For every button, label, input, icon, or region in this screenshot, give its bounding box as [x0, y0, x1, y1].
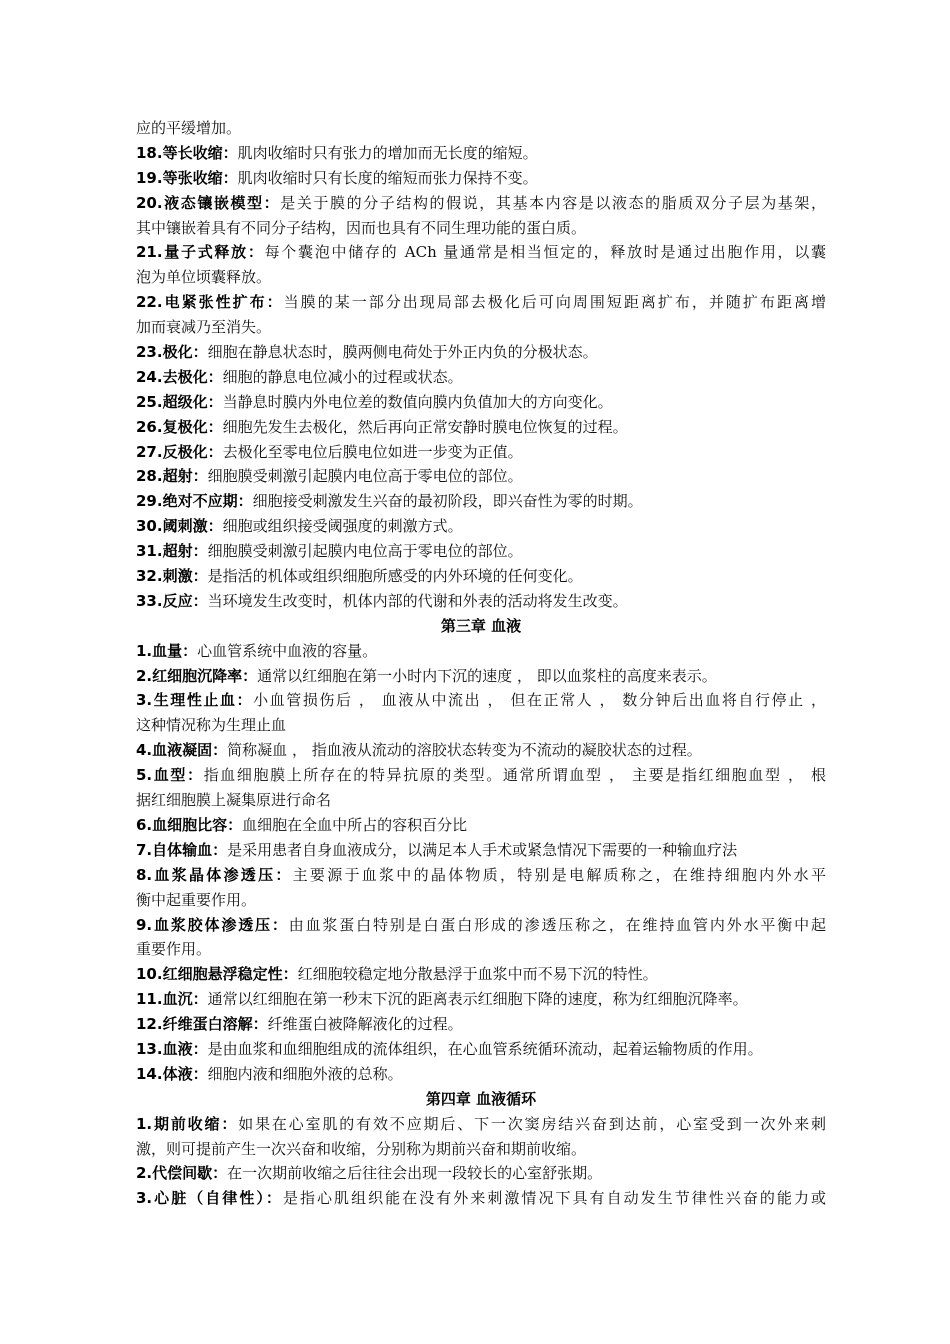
entry-term-text: 红细胞沉降率 [152, 666, 243, 685]
entry-term-text: 期前收缩 [152, 1114, 222, 1133]
entry-definition: 去极化至零电位后膜电位如进一步变为正值。 [222, 442, 523, 461]
entry-definition: 当环境发生改变时，机体内部的代谢和外表的活动将发生改变。 [207, 591, 628, 610]
entry-separator: ： [192, 343, 208, 362]
entry-term [136, 243, 265, 261]
entry-term-text: 极化 [162, 343, 193, 362]
definition-entry [136, 415, 826, 440]
entry-separator: ： [227, 815, 243, 834]
entry-number: 23. [136, 343, 163, 362]
entry-definition: 细胞接受刺激发生兴奋的最初阶段，即兴奋性为零的时期。 [252, 492, 643, 511]
entry-term [136, 766, 204, 784]
entry-number: 31. [136, 542, 163, 561]
entry-term-text: 量子式释放 [162, 243, 248, 262]
entry-term [136, 841, 227, 859]
definition-entry [136, 1037, 826, 1062]
entry-term [136, 592, 208, 610]
definition-entry [136, 290, 826, 315]
definition-entry [136, 191, 826, 216]
entry-term-text: 血浆胶体渗透压 [152, 915, 272, 934]
entry-definition: 小血管损伤后 ， 血液从中流出 ， 但在正常人 ， 数分钟后出血将自行停止 ， [253, 691, 826, 710]
entry-separator: ： [192, 1064, 208, 1083]
entry-term [136, 517, 223, 535]
entry-term-text: 反应 [162, 591, 193, 610]
entry-term [136, 169, 238, 187]
entry-number: 18. [136, 143, 163, 162]
definition-entry [136, 1186, 826, 1211]
continuation-line: 激，则可提前产生一次兴奋和收缩，分别称为期前兴奋和期前收缩。 [136, 1139, 587, 1158]
entry-separator: ： [222, 168, 238, 187]
entry-definition: 是指活的机体或组织细胞所感受的内外环境的任何变化。 [207, 567, 583, 586]
entry-separator: ： [237, 492, 253, 511]
definition-entry [136, 240, 826, 265]
definition-entry [136, 589, 826, 614]
entry-term [136, 418, 223, 436]
definition-entry [136, 489, 826, 514]
entry-term [136, 1065, 208, 1083]
entry-term [136, 343, 208, 361]
entry-term-text: 超射 [162, 542, 193, 561]
definition-entry [136, 813, 826, 838]
definition-entry [136, 962, 826, 987]
continuation-line: 衡中起重要作用。 [136, 890, 257, 909]
entry-number: 28. [136, 467, 163, 486]
entry-term [136, 1040, 208, 1058]
definition-entry [136, 1161, 826, 1186]
entry-term [136, 443, 223, 461]
definition-entry [136, 664, 826, 689]
entry-number: 29. [136, 492, 163, 511]
entry-separator: ： [212, 1164, 228, 1183]
definition-entry [136, 913, 826, 938]
definition-entry [136, 514, 826, 539]
entry-term-text: 超射 [162, 467, 193, 486]
entry-number: 30. [136, 517, 163, 536]
entry-number: 12. [136, 1015, 163, 1034]
entry-term [136, 1189, 283, 1207]
definition-entry [136, 987, 826, 1012]
entry-definition: 指血细胞膜上所存在的特异抗原的类型。通常所谓血型 ， 主要是指红细胞血型 ， 根 [203, 766, 826, 785]
entry-definition: 肌肉收缩时只有张力的增加而无长度的缩短。 [237, 143, 538, 162]
entry-term [136, 642, 197, 660]
entry-term-text: 红细胞悬浮稳定性 [162, 965, 283, 984]
entry-separator: ： [242, 666, 258, 685]
entry-number: 10. [136, 965, 163, 984]
entry-term-text: 血型 [152, 766, 188, 785]
entry-term-text: 刺激 [162, 567, 193, 586]
continuation-line: 这种情况称为生理止血 [136, 716, 287, 735]
entry-term-text: 液态镶嵌模型 [162, 193, 264, 212]
definition-entry [136, 863, 826, 888]
entry-definition: 心血管系统中血液的容量。 [197, 641, 378, 660]
entry-separator: ： [192, 990, 208, 1009]
entry-term [136, 916, 289, 934]
entry-number: 1. [136, 1114, 153, 1133]
entry-number: 13. [136, 1039, 163, 1058]
entry-term [136, 144, 238, 162]
entry-number: 24. [136, 367, 163, 386]
entry-number: 6. [136, 815, 153, 834]
entry-definition: 细胞先发生去极化，然后再向正常安静时膜电位恢复的过程。 [222, 417, 628, 436]
entry-definition: 当静息时膜内外电位差的数值向膜内负值加大的方向变化。 [222, 392, 613, 411]
entry-term-text: 阈刺激 [162, 517, 208, 536]
chapter-heading: 第四章 血液循环 [425, 1089, 537, 1108]
entry-term-text: 超级化 [162, 392, 208, 411]
entry-definition: 主要源于血浆中的晶体物质，特别是电解质称之，在维持细胞内外水平 [292, 865, 826, 884]
definition-entry [136, 564, 826, 589]
entry-number: 9. [136, 915, 153, 934]
entry-term-text: 生理性止血 [152, 691, 237, 710]
entry-definition: 简称凝血 ， 指血液从流动的溶胶状态转变为不流动的凝胶状态的过程。 [227, 741, 702, 760]
definition-entry [136, 141, 826, 166]
entry-number: 26. [136, 417, 163, 436]
entry-term-text: 复极化 [162, 417, 208, 436]
entry-term [136, 866, 293, 884]
entry-number: 21. [136, 243, 163, 262]
entry-definition: 肌肉收缩时只有长度的缩短而张力保持不变。 [237, 168, 538, 187]
entry-separator: ： [187, 766, 204, 785]
entry-separator: ： [263, 193, 281, 212]
entry-term-text: 反极化 [162, 442, 208, 461]
continuation-line: 加而衰减乃至消失。 [136, 318, 272, 337]
entry-term-text: 心脏（自律性） [152, 1189, 266, 1208]
entry-definition: 细胞的静息电位减小的过程或状态。 [222, 367, 463, 386]
entry-separator: ： [192, 467, 208, 486]
entry-number: 19. [136, 168, 163, 187]
entry-term [136, 816, 242, 834]
entry-term [136, 567, 208, 585]
entry-separator: ： [282, 965, 298, 984]
entry-number: 25. [136, 392, 163, 411]
entry-separator: ： [247, 243, 265, 262]
entry-definition: 细胞膜受刺激引起膜内电位高于零电位的部位。 [207, 542, 523, 561]
entry-term [136, 393, 223, 411]
entry-definition: 由血浆蛋白特别是白蛋白形成的渗透压称之，在维持血管内外水平衡中起 [288, 915, 826, 934]
entry-separator: ： [252, 1015, 268, 1034]
entry-definition: 通常以红细胞在第一秒末下沉的距离表示红细胞下降的速度，称为红细胞沉降率。 [207, 990, 748, 1009]
definition-entry [136, 440, 826, 465]
entry-number: 5. [136, 766, 153, 785]
entry-number: 14. [136, 1064, 163, 1083]
entry-definition: 是指心肌组织能在没有外来刺激情况下具有自动发生节律性兴奋的能力或 [282, 1189, 826, 1208]
entry-term [136, 1015, 268, 1033]
entry-term-text: 去极化 [162, 367, 208, 386]
entry-term-text: 血浆晶体渗透压 [152, 865, 276, 884]
entry-term-text: 体液 [162, 1064, 193, 1083]
chapter-heading: 第三章 血液 [440, 616, 522, 635]
entry-term-text: 等张收缩 [162, 168, 223, 187]
entry-term [136, 542, 208, 560]
definition-entry [136, 365, 826, 390]
entry-number: 22. [136, 293, 163, 312]
entry-term-text: 等长收缩 [162, 143, 223, 162]
continuation-line: 应的平缓增加。 [136, 119, 242, 137]
entry-term [136, 741, 227, 759]
definition-entry [136, 738, 826, 763]
entry-term-text: 自体输血 [152, 840, 213, 859]
entry-number: 1. [136, 641, 153, 660]
entry-definition: 是采用患者自身血液成分，以满足本人手术或紧急情况下需要的一种输血疗法 [227, 840, 738, 859]
definition-entry [136, 763, 826, 788]
entry-term-text: 绝对不应期 [162, 492, 238, 511]
entry-separator: ： [182, 641, 198, 660]
entry-definition: 是由血浆和血细胞组成的流体组织，在心血管系统循环流动，起着运输物质的作用。 [207, 1039, 763, 1058]
entry-separator: ： [192, 542, 208, 561]
entry-term-text: 纤维蛋白溶解 [162, 1015, 253, 1034]
entry-number: 2. [136, 666, 153, 685]
entry-definition: 细胞膜受刺激引起膜内电位高于零电位的部位。 [207, 467, 523, 486]
entry-separator: ： [221, 1114, 239, 1133]
entry-term-text: 血沉 [162, 990, 193, 1009]
definition-entry [136, 340, 826, 365]
entry-term [136, 467, 208, 485]
entry-term [136, 368, 223, 386]
entry-separator: ： [207, 417, 223, 436]
entry-number: 2. [136, 1164, 153, 1183]
entry-term [136, 667, 257, 685]
entry-separator: ： [212, 840, 228, 859]
definition-entry [136, 1012, 826, 1037]
entry-separator: ： [192, 1039, 208, 1058]
definition-entry [136, 390, 826, 415]
entry-definition: 通常以红细胞在第一小时内下沉的速度 ， 即以血浆柱的高度来表示。 [257, 666, 717, 685]
definition-entry [136, 688, 826, 713]
entry-number: 11. [136, 990, 163, 1009]
entry-term [136, 1115, 238, 1133]
entry-term-text: 血细胞比容 [152, 815, 228, 834]
entry-definition: 血细胞在全血中所占的容积百分比 [242, 815, 468, 834]
entry-term [136, 990, 208, 1008]
definition-entry [136, 639, 826, 664]
definition-entry [136, 166, 826, 191]
entry-definition: 在一次期前收缩之后往往会出现一段较长的心室舒张期。 [227, 1164, 603, 1183]
continuation-line: 泡为单位顷囊释放。 [136, 268, 272, 287]
definition-entry [136, 1062, 826, 1087]
entry-term-text: 血液 [162, 1039, 193, 1058]
entry-separator: ： [207, 392, 223, 411]
entry-term [136, 1164, 227, 1182]
entry-term [136, 293, 284, 311]
entry-separator: ： [192, 567, 208, 586]
entry-term [136, 965, 298, 983]
continuation-line: 据红细胞膜上凝集原进行命名 [136, 791, 332, 810]
entry-separator: ： [275, 865, 293, 884]
entry-separator: ： [207, 367, 223, 386]
entry-definition: 细胞或组织接受阈强度的刺激方式。 [222, 517, 463, 536]
entry-definition: 细胞内液和细胞外液的总称。 [207, 1064, 403, 1083]
document-body [136, 116, 826, 1211]
entry-term [136, 691, 253, 709]
entry-separator: ： [192, 591, 208, 610]
entry-separator: ： [271, 915, 289, 934]
entry-number: 3. [136, 1189, 153, 1208]
continuation-line: 重要作用。 [136, 940, 212, 959]
entry-number: 4. [136, 741, 153, 760]
continuation-line: 其中镶嵌着具有不同分子结构，因而也具有不同生理功能的蛋白质。 [136, 218, 587, 237]
entry-number: 3. [136, 691, 153, 710]
entry-term-text: 代偿间歇 [152, 1164, 213, 1183]
entry-number: 8. [136, 865, 153, 884]
entry-separator: ： [222, 143, 238, 162]
entry-number: 32. [136, 567, 163, 586]
entry-term [136, 492, 253, 510]
definition-entry [136, 464, 826, 489]
entry-number: 20. [136, 193, 163, 212]
entry-definition: 细胞在静息状态时，膜两侧电荷处于外正内负的分极状态。 [207, 343, 598, 362]
definition-entry [136, 1112, 826, 1137]
entry-definition: 每个囊泡中储存的 ACh 量通常是相当恒定的，释放时是通过出胞作用，以囊 [264, 243, 826, 262]
entry-separator: ： [265, 1189, 283, 1208]
entry-separator: ： [236, 691, 254, 710]
entry-definition: 红细胞较稳定地分散悬浮于血浆中而不易下沉的特性。 [297, 965, 658, 984]
entry-separator: ： [207, 517, 223, 536]
entry-separator: ： [212, 741, 228, 760]
entry-term-text: 血量 [152, 641, 183, 660]
entry-term-text: 血液凝固 [152, 741, 213, 760]
entry-term-text: 电紧张性扩布 [162, 293, 267, 312]
entry-definition: 纤维蛋白被降解液化的过程。 [267, 1015, 463, 1034]
entry-separator: ： [207, 442, 223, 461]
entry-definition: 是关于膜的分子结构的假说，其基本内容是以液态的脂质双分子层为基架， [280, 193, 826, 212]
entry-number: 27. [136, 442, 163, 461]
entry-definition: 当膜的某一部分出现局部去极化后可向周围短距离扩布，并随扩布距离增 [283, 293, 826, 312]
entry-number: 7. [136, 840, 153, 859]
entry-term [136, 194, 280, 212]
entry-definition: 如果在心室肌的有效不应期后、下一次窦房结兴奋到达前，心室受到一次外来刺 [238, 1114, 826, 1133]
entry-number: 33. [136, 591, 163, 610]
definition-entry [136, 838, 826, 863]
definition-entry [136, 539, 826, 564]
entry-separator: ： [266, 293, 284, 312]
